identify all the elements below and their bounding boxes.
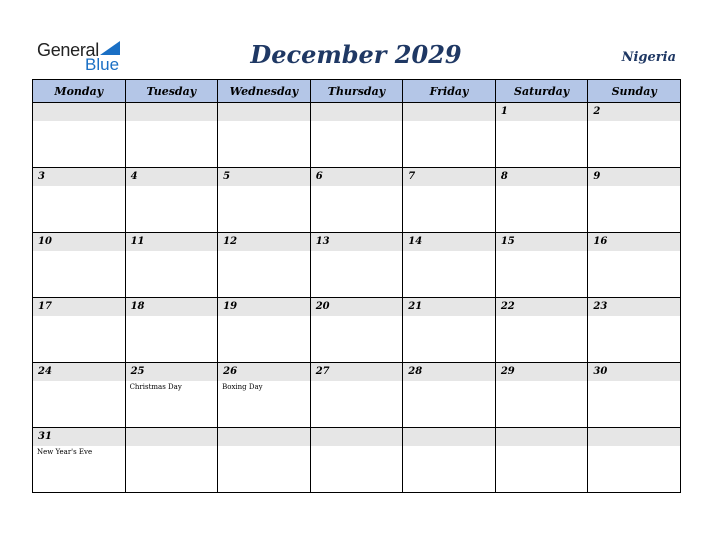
week-row	[33, 168, 681, 233]
week-row	[33, 428, 681, 493]
day-number	[33, 103, 125, 121]
day-cell	[218, 298, 311, 363]
day-cell	[33, 233, 126, 298]
day-cell	[495, 233, 588, 298]
logo-general-text: General	[37, 40, 99, 60]
day-cell	[403, 168, 496, 233]
week-row	[33, 363, 681, 428]
weekday-header: Friday	[403, 80, 496, 103]
day-number: 19	[218, 298, 310, 316]
weekday-header-row	[33, 80, 681, 103]
day-cell	[588, 298, 681, 363]
day-number	[126, 103, 218, 121]
weekday-header: Thursday	[310, 80, 403, 103]
day-cell	[33, 168, 126, 233]
day-number: 23	[588, 298, 680, 316]
day-cell	[310, 168, 403, 233]
day-cell	[218, 363, 311, 428]
day-number: 29	[496, 363, 588, 381]
day-number: 6	[311, 168, 403, 186]
day-number: 7	[403, 168, 495, 186]
day-number	[496, 428, 588, 446]
calendar-grid	[32, 79, 681, 493]
day-cell	[125, 103, 218, 168]
weekday-header: Tuesday	[125, 80, 218, 103]
country-label: Nigeria	[621, 50, 676, 65]
day-cell	[403, 233, 496, 298]
day-cell	[588, 428, 681, 493]
day-cell	[33, 298, 126, 363]
day-cell	[588, 168, 681, 233]
day-number: 18	[126, 298, 218, 316]
day-cell	[218, 103, 311, 168]
day-number: 15	[496, 233, 588, 251]
day-cell	[310, 363, 403, 428]
day-cell	[125, 233, 218, 298]
weekday-header: Wednesday	[218, 80, 311, 103]
day-cell	[33, 103, 126, 168]
week-row	[33, 298, 681, 363]
weekday-header: Saturday	[495, 80, 588, 103]
day-number: 27	[311, 363, 403, 381]
day-cell	[310, 233, 403, 298]
weekday-header: Sunday	[588, 80, 681, 103]
day-cell	[310, 103, 403, 168]
weekday-header: Monday	[33, 80, 126, 103]
day-number: 4	[126, 168, 218, 186]
day-number: 22	[496, 298, 588, 316]
day-number: 31	[33, 428, 125, 446]
day-number: 13	[311, 233, 403, 251]
day-cell	[403, 103, 496, 168]
day-number: 17	[33, 298, 125, 316]
day-cell	[588, 363, 681, 428]
day-number	[311, 428, 403, 446]
day-cell	[403, 363, 496, 428]
day-number	[403, 428, 495, 446]
day-number: 11	[126, 233, 218, 251]
day-number: 25	[126, 363, 218, 381]
day-cell	[403, 298, 496, 363]
day-number: 24	[33, 363, 125, 381]
calendar-title: December 2029	[250, 40, 462, 69]
day-number: 8	[496, 168, 588, 186]
day-number	[218, 103, 310, 121]
day-cell	[125, 298, 218, 363]
day-number	[403, 103, 495, 121]
day-number: 10	[33, 233, 125, 251]
day-cell	[310, 298, 403, 363]
day-cell	[495, 428, 588, 493]
day-number: 9	[588, 168, 680, 186]
day-cell	[218, 428, 311, 493]
day-number: 21	[403, 298, 495, 316]
holiday-label: Christmas Day	[129, 383, 182, 391]
holiday-label: Boxing Day	[222, 383, 263, 391]
day-cell	[588, 103, 681, 168]
day-number: 30	[588, 363, 680, 381]
week-row	[33, 103, 681, 168]
day-cell	[310, 428, 403, 493]
day-number: 20	[311, 298, 403, 316]
day-cell	[588, 233, 681, 298]
day-cell	[125, 168, 218, 233]
day-cell	[495, 168, 588, 233]
day-number	[126, 428, 218, 446]
day-number: 2	[588, 103, 680, 121]
day-number: 14	[403, 233, 495, 251]
day-cell	[403, 428, 496, 493]
day-cell	[125, 363, 218, 428]
day-number: 5	[218, 168, 310, 186]
day-cell	[125, 428, 218, 493]
day-number	[218, 428, 310, 446]
day-cell	[33, 428, 126, 493]
day-number	[311, 103, 403, 121]
day-cell	[495, 363, 588, 428]
day-number: 28	[403, 363, 495, 381]
day-cell	[218, 233, 311, 298]
day-number: 26	[218, 363, 310, 381]
day-cell	[495, 298, 588, 363]
day-number	[588, 428, 680, 446]
holiday-label: New Year's Eve	[37, 448, 93, 456]
day-number: 3	[33, 168, 125, 186]
day-number: 12	[218, 233, 310, 251]
logo-blue-text: Blue	[85, 55, 120, 74]
day-number: 1	[496, 103, 588, 121]
week-row	[33, 233, 681, 298]
day-cell	[495, 103, 588, 168]
day-number: 16	[588, 233, 680, 251]
day-cell	[33, 363, 126, 428]
day-cell	[218, 168, 311, 233]
